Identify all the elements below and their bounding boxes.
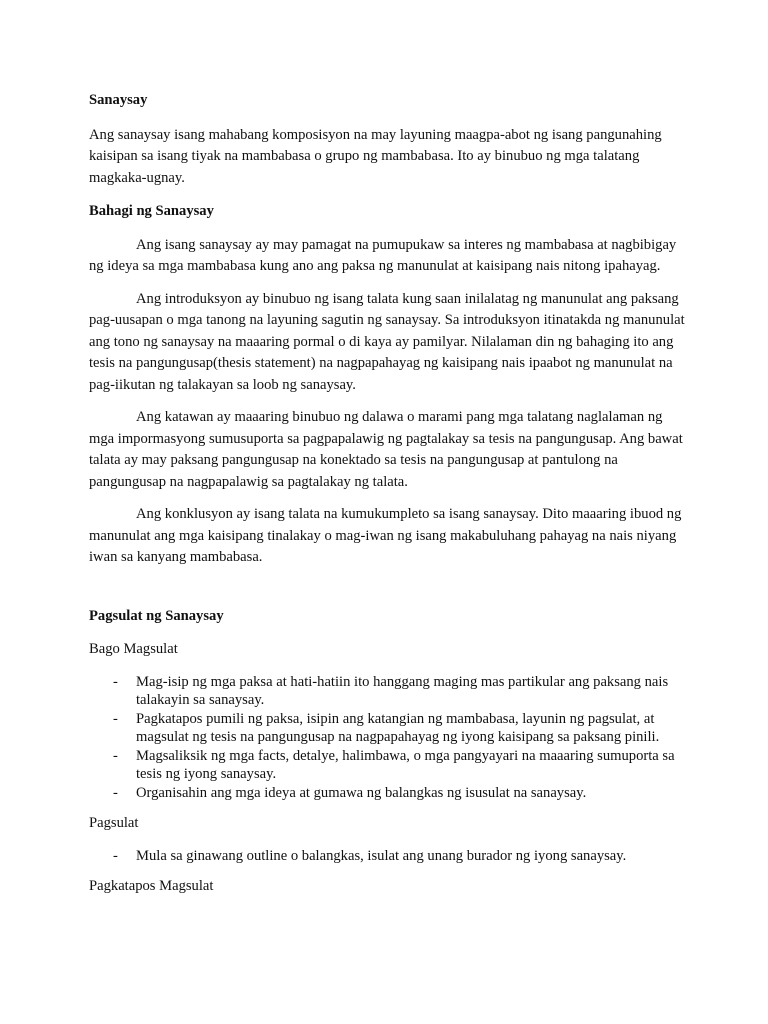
dash-bullet: -	[113, 747, 118, 764]
paragraph-pamagat: Ang isang sanaysay ay may pamagat na pumupukaw sa interes ng mambabasa at nagbibigay ng ideya sa mga mambabasa kung ano ang paksa ng manunulat at kaisipang nais nitong ipahayag.	[89, 236, 677, 274]
paragraph-introduksyon: Ang introduksyon ay binubuo ng isang talata kung saan inilalatag ng manunulat ang paksang pag-uusapan o mga tanong na layuning sagutin ng sanaysay. Sa introduksyon itinatakda ng manunulat ang tono ng sanaysay na maaaring pormal o di kaya ay pamilyar. Nilalaman din ng bahaging ito ang tesis na pangungusap(thesis statement) na nagpapahayag ng kaisipang nais ipaabot ng manunulat na pag-iikutan ng talakayan sa loob ng sanaysay.	[89, 290, 685, 393]
list-pagsulat	[89, 847, 689, 866]
list-item	[89, 673, 689, 710]
subheading-bago-magsulat: Bago Magsulat	[89, 641, 178, 657]
dash-bullet: -	[113, 847, 118, 864]
list-item-text: Mag-isip ng mga paksa at hati-hatiin ito hanggang maging mas partikular ang paksang nais talakayin sa sanaysay.	[136, 673, 669, 708]
list-item	[89, 784, 689, 803]
list-item	[89, 847, 689, 866]
spacer	[89, 569, 689, 606]
document-title: Sanaysay	[89, 92, 148, 108]
list-bago-magsulat	[89, 673, 689, 803]
list-item-text: Mula sa ginawang outline o balangkas, isulat ang unang burador ng iyong sanaysay.	[136, 847, 627, 864]
dash-bullet: -	[113, 710, 118, 727]
section-heading-pagsulat: Pagsulat ng Sanaysay	[89, 607, 224, 624]
dash-bullet: -	[113, 784, 118, 801]
list-item-text: Magsaliksik ng mga facts, detalye, halimbawa, o mga pangyayari na maaaring sumuporta sa tesis ng iyong sanaysay.	[136, 747, 675, 782]
paragraph-katawan: Ang katawan ay maaaring binubuo ng dalawa o marami pang mga talatang naglalaman ng mga impormasyong sumusuporta sa pagpapalawig ng pagtalakay sa tesis na pangungusap. Ang bawat talata ay may paksang pangungusap na konektado sa tesis na pangungusap at pantulong na pangungusap na nagpapalawig sa pagtalakay ng talata.	[89, 409, 683, 490]
document-page	[89, 90, 689, 898]
intro-paragraph: Ang sanaysay isang mahabang komposisyon na may layuning maagpa-abot ng isang pangunahing kaisipan sa isang tiyak na mambabasa o grupo ng mambabasa. Ito ay binubuo ng mga talatang magkaka-ugnay.	[89, 126, 662, 186]
section-heading-bahagi: Bahagi ng Sanaysay	[89, 203, 214, 219]
subheading-pagsulat: Pagsulat	[89, 815, 139, 831]
list-item-text: Organisahin ang mga ideya at gumawa ng balangkas ng isusulat na sanaysay.	[136, 784, 587, 801]
list-item-text: Pagkatapos pumili ng paksa, isipin ang katangian ng mambabasa, layunin ng pagsulat, at magsulat ng tesis na pangungusap na nagpapahayag ng iyong kaisipang sa paksang pinili.	[136, 710, 660, 745]
subheading-pagkatapos-magsulat: Pagkatapos Magsulat	[89, 878, 214, 894]
paragraph-konklusyon: Ang konklusyon ay isang talata na kumukumpleto sa isang sanaysay. Dito maaaring ibuod ng manunulat ang mga kaisipang tinalakay o mag-iwan ng isang makabuluhang pahayag na nais niyang iwan sa kanyang mambabasa.	[89, 506, 682, 565]
list-item	[89, 710, 689, 747]
list-item	[89, 747, 689, 784]
dash-bullet: -	[113, 673, 118, 690]
